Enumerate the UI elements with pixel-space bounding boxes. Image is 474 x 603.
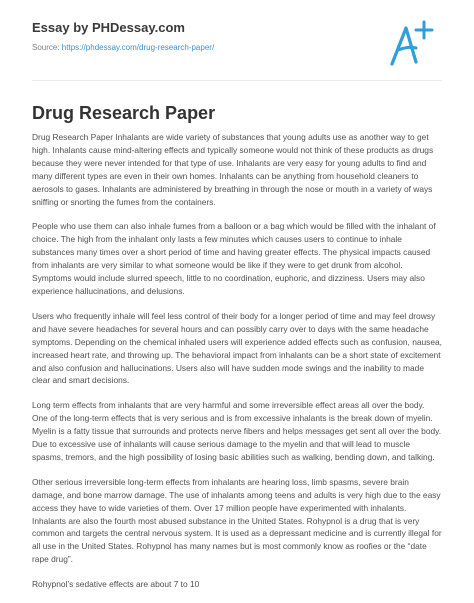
document-header xyxy=(32,20,372,52)
paragraph: Long term effects from inhalants that are very harmful and some irreversible effect areas all over the body. One of the long-term effects that is very serious and is from excessive inhalants is the break down of myelin. Myelin is a fatty tissue that surrounds and protects nerve fibers and helps messages get sent all over the body. Due to excessive use of inhalants will cause serious damage to the myelin and that will lead to muscle spasms, tremors, and the high possibility of losing basic abilities such as walking, bending down, and talking. xyxy=(32,400,442,462)
source-link[interactable]: https://phdessay.com/drug-research-paper/ xyxy=(61,43,215,52)
paragraph: Users who frequently inhale will feel less control of their body for a longer period of time and may feel drowsy and have severe headaches for several hours and can possibly carry over to days with the same headache symptoms. Depending on the chemical inhaled users will experience added effects such as confusion, nausea, increased heart rate, and throwing up. The behavioral impact from inhalants can be a short state of excitement and also confusion and hallucinations. Users also will have sudden mode swings and the inability to made clear and smart decisions. xyxy=(32,310,442,386)
article-body xyxy=(32,131,442,603)
header-divider xyxy=(32,80,442,81)
site-brand: Essay by PHDessay.com xyxy=(32,20,185,35)
paragraph: People who use them can also inhale fumes from a balloon or a bag which would be filled with the inhalant of choice. The high from the inhalant only lasts a few minutes which causes users to continue to inhale substances many times over a short period of time and having greater effects. The physical impacts caused from inhalants are very similar to what someone would be like if they were to get drunk from alcohol. Symptoms would include slurred speech, little to no coordination, euphoric, and dizziness. Users may also experience hallucinations, and delusions. xyxy=(32,221,436,296)
paragraph: Other serious irreversible long-term effects from inhalants are hearing loss, limb spasms, severe brain damage, and bone marrow damage. The use of inhalants among teens and adults is very high due to the easy access they have to wide varieties of them. Over 17 million people have experimented with inhalants. Inhalants are also the fourth most abused substance in the United States. Rohypnol is a drug that is very common and targets the central nervous system. It is used as a depressant medicine and is currently illegal for all use in the United States. Rohypnol has many names but is most commonly know as roofies or the “date rape drug”. xyxy=(32,476,442,565)
paragraph: Rohypnol’s sedative effects are about 7 to 10 xyxy=(32,579,200,590)
paragraph: Drug Research Paper Inhalants are wide variety of substances that young adults use as another way to get high. Inhalants cause mind-altering effects and typically someone would not think of these products as drugs because they were never intended for that type of use. Inhalants are very easy for young adults to find and many different types are even in their own homes. Inhalants can be anything from household cleaners to aerosols to gases. Inhalants are administered by breathing in through the nose or mouth in a variety of ways sniffing or snorting the fumes from the containers. xyxy=(32,132,434,207)
source-line xyxy=(32,43,372,52)
page-title: Drug Research Paper xyxy=(32,103,216,123)
a-plus-logo-icon xyxy=(386,18,436,74)
source-label: Source: xyxy=(32,43,62,52)
